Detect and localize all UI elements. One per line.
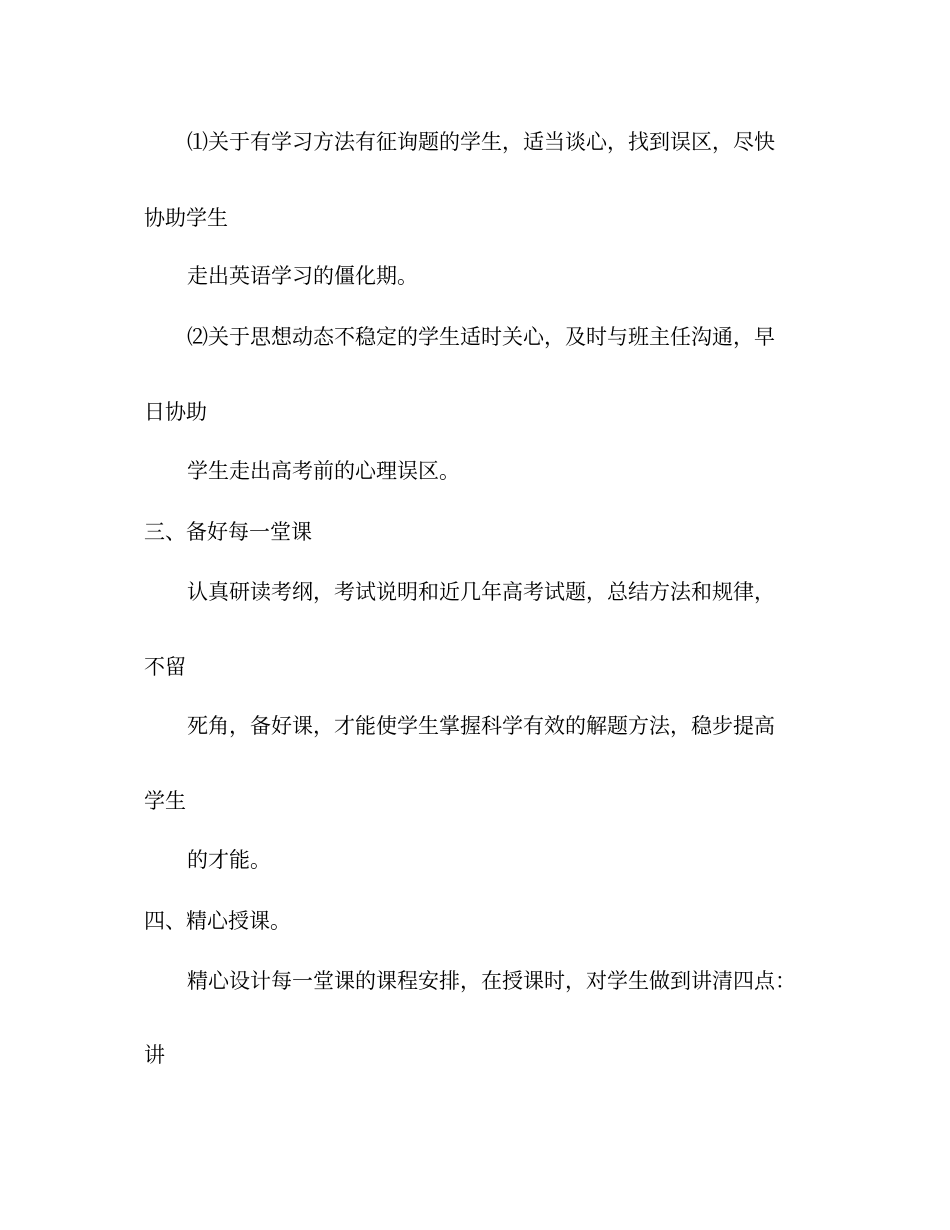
paragraph-line-7: 认真研读考纲，考试说明和近几年高考试题，总结方法和规律，: [187, 580, 775, 604]
section-heading-4: 四、精心授课。: [144, 909, 291, 933]
section-heading-3: 三、备好每一堂课: [144, 520, 312, 544]
paragraph-line-11: 的才能。: [187, 848, 271, 872]
paragraph-line-4: ⑵关于思想动态不稳定的学生适时关心，及时与班主任沟通，早: [187, 325, 775, 349]
paragraph-line-8: 不留: [144, 655, 186, 679]
paragraph-line-10: 学生: [144, 789, 186, 813]
paragraph-line-3: 走出英语学习的僵化期。: [187, 264, 418, 288]
paragraph-line-9: 死角，备好课，才能使学生掌握科学有效的解题方法，稳步提高: [187, 714, 775, 738]
paragraph-line-2: 协助学生: [144, 206, 228, 230]
paragraph-line-12: 精心设计每一堂课的课程安排，在授课时，对学生做到讲清四点：: [187, 969, 796, 993]
paragraph-line-5: 日协助: [144, 400, 207, 424]
paragraph-line-13: 讲: [144, 1043, 165, 1067]
paragraph-line-1: ⑴关于有学习方法有征询题的学生，适当谈心，找到误区，尽快: [187, 130, 775, 154]
paragraph-line-6: 学生走出高考前的心理误区。: [187, 459, 460, 483]
